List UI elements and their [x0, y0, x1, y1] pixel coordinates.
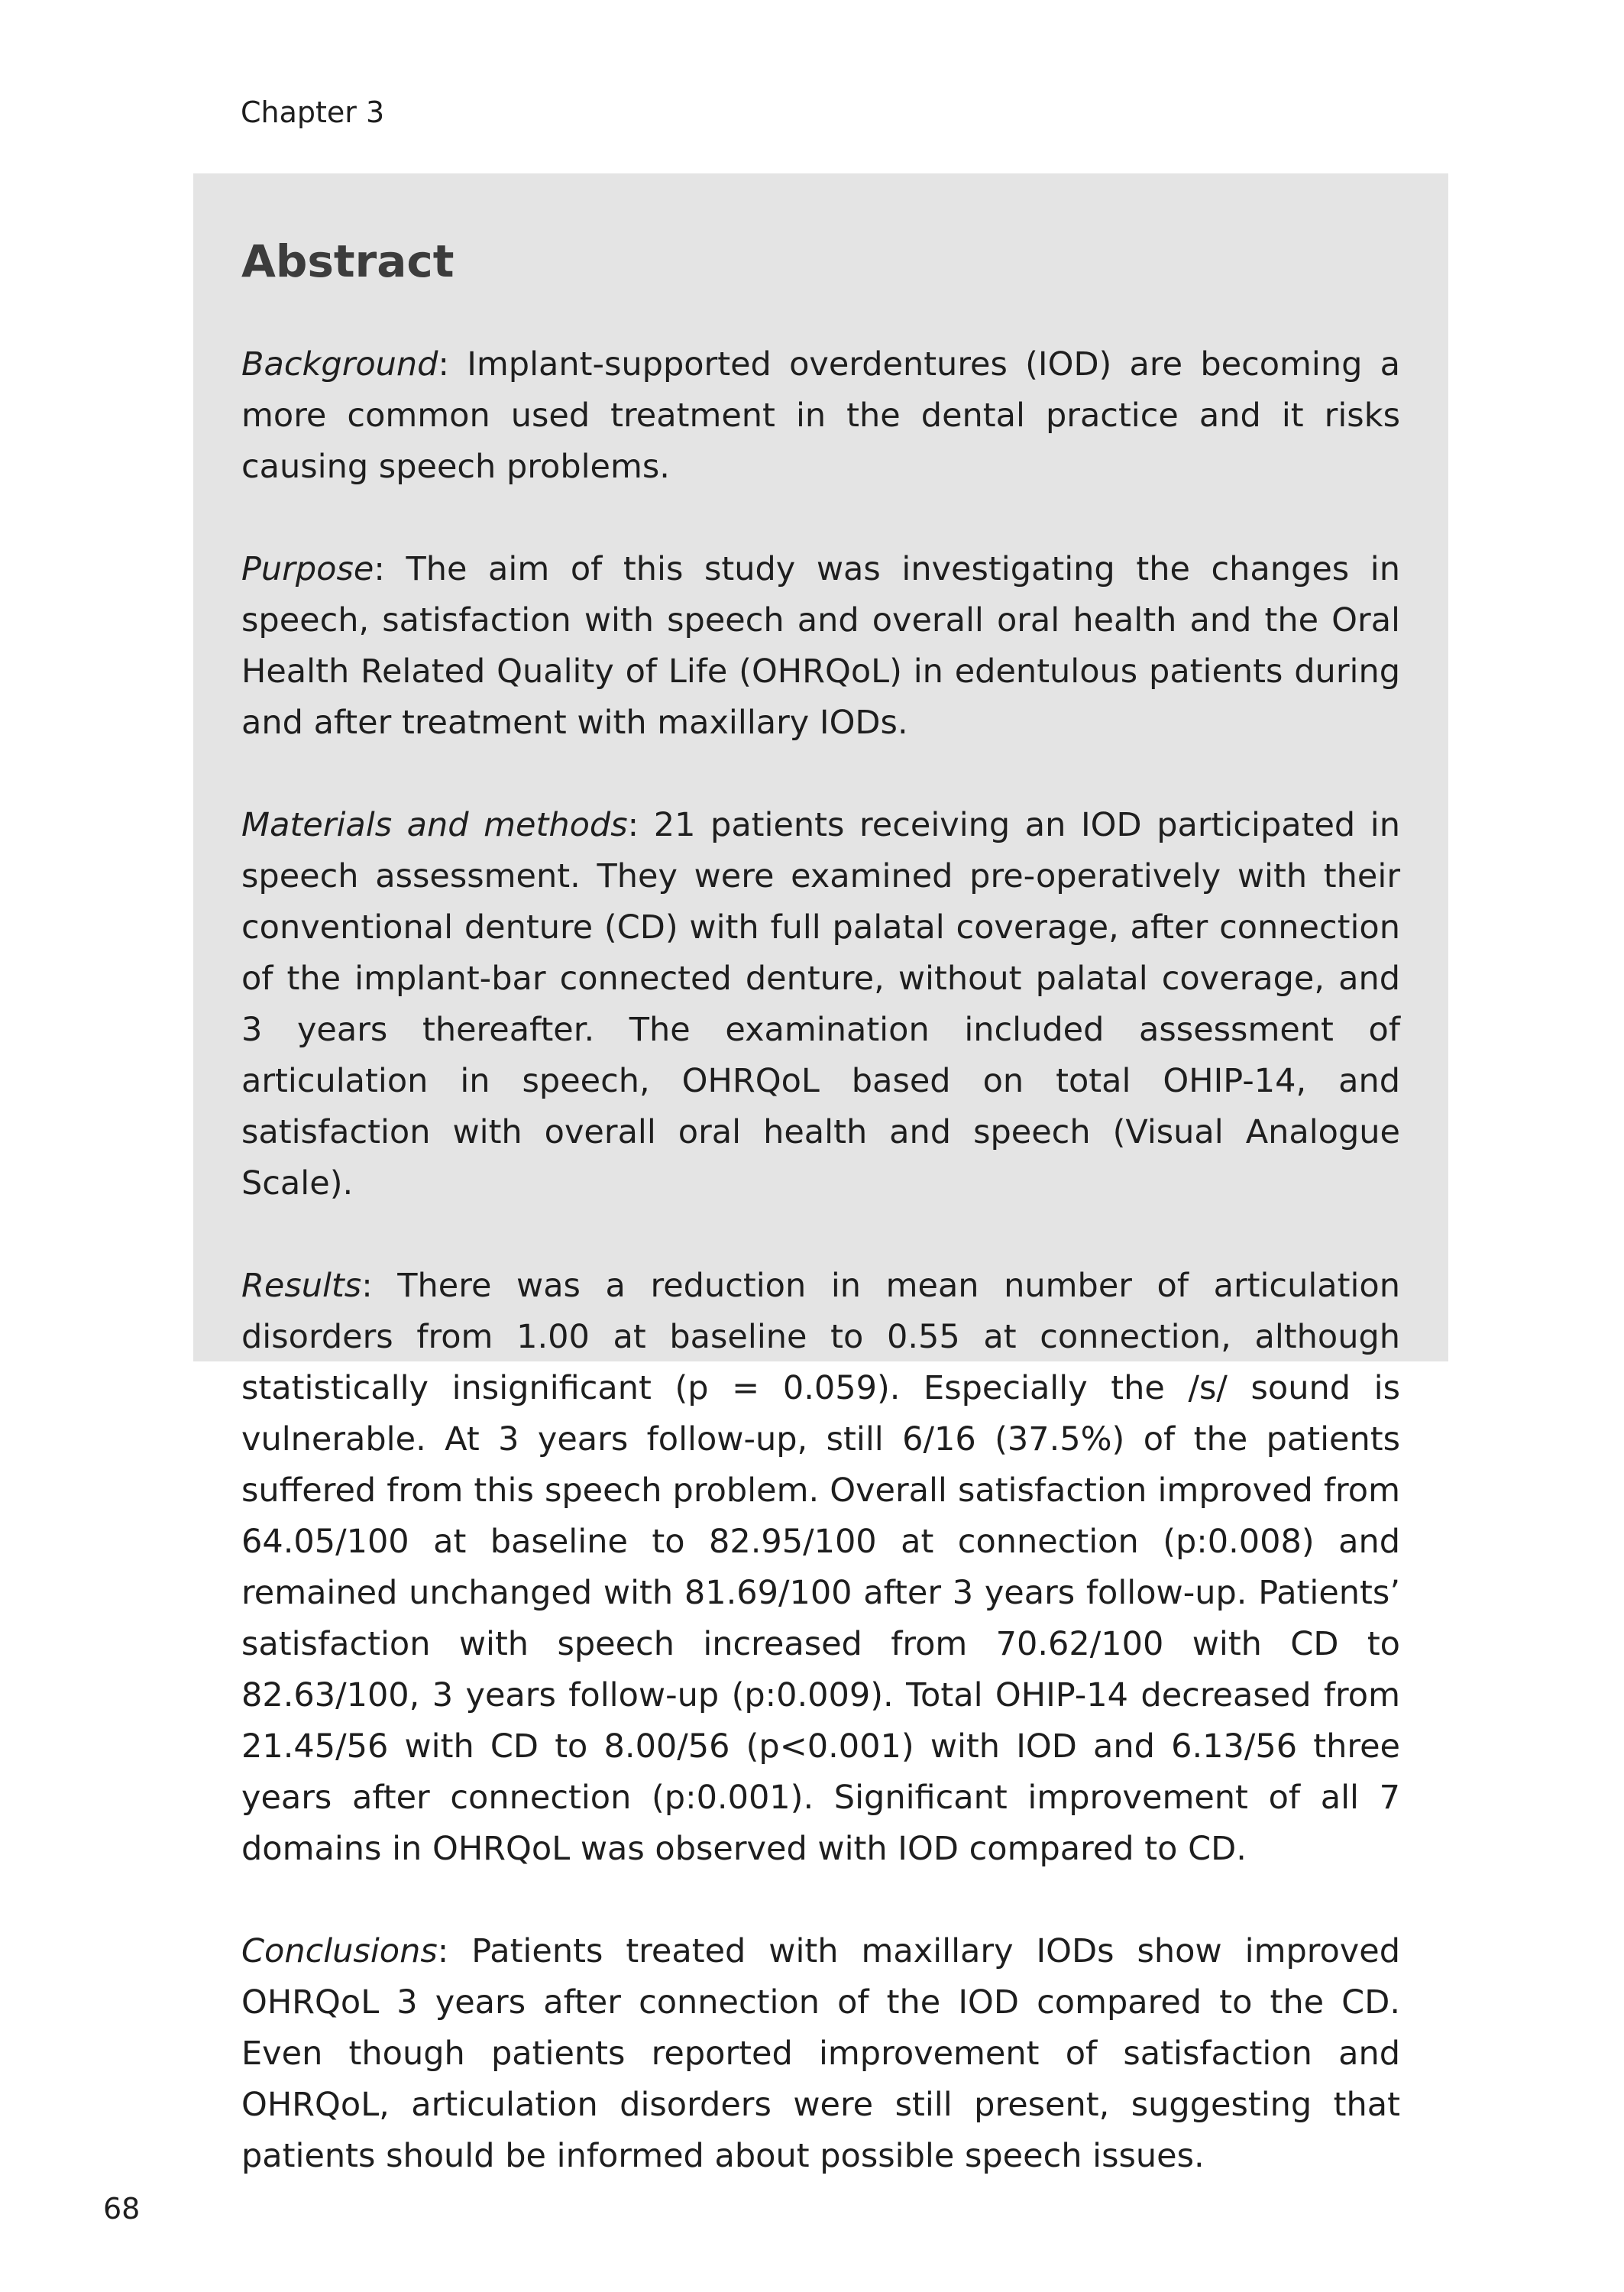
section-separator: : [361, 1267, 398, 1305]
section-text: Implant-supported overdentures (IOD) are becoming a more common used treatment in the dental practice and it risks causing speech problems. [241, 345, 1400, 486]
running-head: Chapter 3 [241, 96, 385, 129]
section-text: 21 patients receiving an IOD participated in speech assessment. They were examined pre-operatively with their conventional denture (CD) with full palatal coverage, after connection of the implant-bar connected denture, without palatal coverage, and 3 years thereafter. The examination included assessment of articulation in speech, OHRQoL based on total OHIP-14, and satisfaction with overall oral health and speech (Visual Analogue Scale). [241, 806, 1400, 1203]
section-separator: : [374, 550, 406, 588]
section-separator: : [627, 806, 654, 844]
section-label: Conclusions [241, 1932, 438, 1970]
section-label: Purpose [241, 550, 374, 588]
section-text: The aim of this study was investigating the changes in speech, satisfaction with speech and overall oral health and the Oral Health Related Quality of Life (OHRQoL) in edentulous patients during and after treatment with maxillary IODs. [241, 550, 1400, 742]
abstract-box [193, 173, 1448, 2175]
page-number: 68 [103, 2192, 141, 2226]
abstract-materials-methods [241, 800, 1400, 1209]
section-separator: : [438, 345, 467, 384]
abstract-results [241, 1261, 1400, 1875]
abstract-body [241, 339, 1400, 2233]
section-label: Background [241, 345, 438, 384]
abstract-title: Abstract [241, 235, 455, 287]
section-text: There was a reduction in mean number of articulation disorders from 1.00 at baseline to 0.55 at connection, although statistically insignificant (p = 0.059). Especially the /s/ sound is vulnerable. At 3 years follow-up, still 6/16 (37.5%) of the patients suffered from this speech problem. Overall satisfaction improved from 64.05/100 at baseline to 82.95/100 at connection (p:0.008) and remained unchanged with 81.69/100 after 3 years follow-up. Patients’ satisfaction with speech increased from 70.62/100 with CD to 82.63/100, 3 years follow-up (p:0.009). Total OHIP-14 decreased from 21.45/56 with CD to 8.00/56 (p<0.001) with IOD and 6.13/56 three years after connection (p:0.001). Significant improvement of all 7 domains in OHRQoL was observed with IOD compared to CD. [241, 1267, 1400, 1868]
section-text: Patients treated with maxillary IODs show improved OHRQoL 3 years after connection of the IOD compared to the CD. Even though patients reported improvement of satisfaction and OHRQoL, articulation disorders were still present, suggesting that patients should be informed about possible speech issues. [241, 1932, 1400, 2175]
abstract-purpose [241, 544, 1400, 749]
section-label: Results [241, 1267, 362, 1305]
abstract-background [241, 339, 1400, 493]
abstract-conclusions [241, 1926, 1400, 2182]
section-label: Materials and methods [241, 806, 628, 844]
section-separator: : [437, 1932, 472, 1970]
